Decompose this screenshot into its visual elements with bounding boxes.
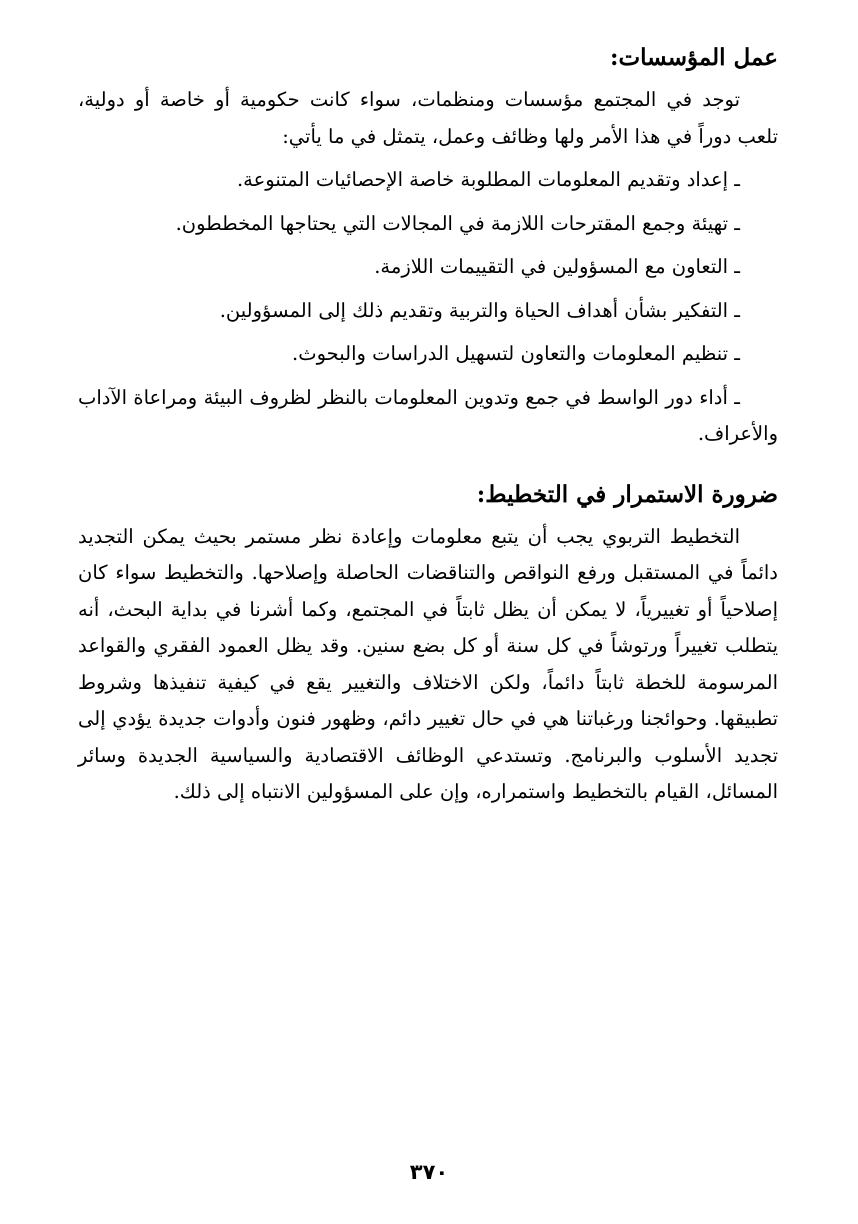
list-item: ـ إعداد وتقديم المعلومات المطلوبة خاصة الإحصائيات المتنوعة.: [236, 168, 740, 191]
page-content: [78, 40, 778, 811]
list-item: ـ التفكير بشأن أهداف الحياة والتربية وتقديم ذلك إلى المسؤولين.: [219, 298, 740, 322]
intro-paragraph: توجد في المجتمع مؤسسات ومنظمات، سواء كانت حكومية أو خاصة أو دولية، تلعب دوراً في هذا الأمر ولها وظائف وعمل، يتمثل في ما يأتي:: [78, 88, 778, 148]
list-item: ـ التعاون مع المسؤولين في التقييمات اللازمة.: [374, 255, 740, 278]
list-item: ـ تنظيم المعلومات والتعاون لتسهيل الدراسات والبحوث.: [292, 342, 740, 365]
page-number: ٣٧٠: [409, 1160, 449, 1184]
body-paragraph: التخطيط التربوي يجب أن يتبع معلومات وإعادة نظر مستمر بحيث يمكن التجديد دائماً في المستقبل ورفع النواقص والتناقضات الحاصلة وإصلاحها. والتخطيط سواء كان إصلاحياً أو تغييرياً، لا يمكن أن يظل ثابتاً في المجتمع، وكما أشرنا في بداية البحث، أنه يتطلب تغييراً ورتوشاً في كل سنة أو كل بضع سنين. وقد يظل العمود الفقري والقواعد المرسومة للخطة ثابتاً دائماً، ولكن الاختلاف والتغيير يقع في كيفية تنفيذها وشروط تطبيقها. وحوائجنا ورغباتنا هي في حال تغيير دائم، وظهور فنون وأدوات جديدة يؤدي إلى تجديد الأسلوب والبرنامج. وتستدعي الوظائف الاقتصادية والسياسية الجديدة وسائر المسائل، القيام بالتخطيط واستمراره، وإن على المسؤولين الانتباه إلى ذلك.: [78, 524, 778, 803]
list-item: ـ تهيئة وجمع المقترحات اللازمة في المجالات التي يحتاجها المخططون.: [175, 211, 740, 235]
section-heading-continuity: ضرورة الاستمرار في التخطيط:: [476, 480, 778, 508]
list-item: ـ أداء دور الواسط في جمع وتدوين المعلومات بالنظر لظروف البيئة ومراعاة الآداب والأعراف.: [78, 385, 778, 445]
institution-duties-list: [78, 162, 778, 453]
section-heading-institutions: عمل المؤسسات:: [610, 44, 778, 71]
